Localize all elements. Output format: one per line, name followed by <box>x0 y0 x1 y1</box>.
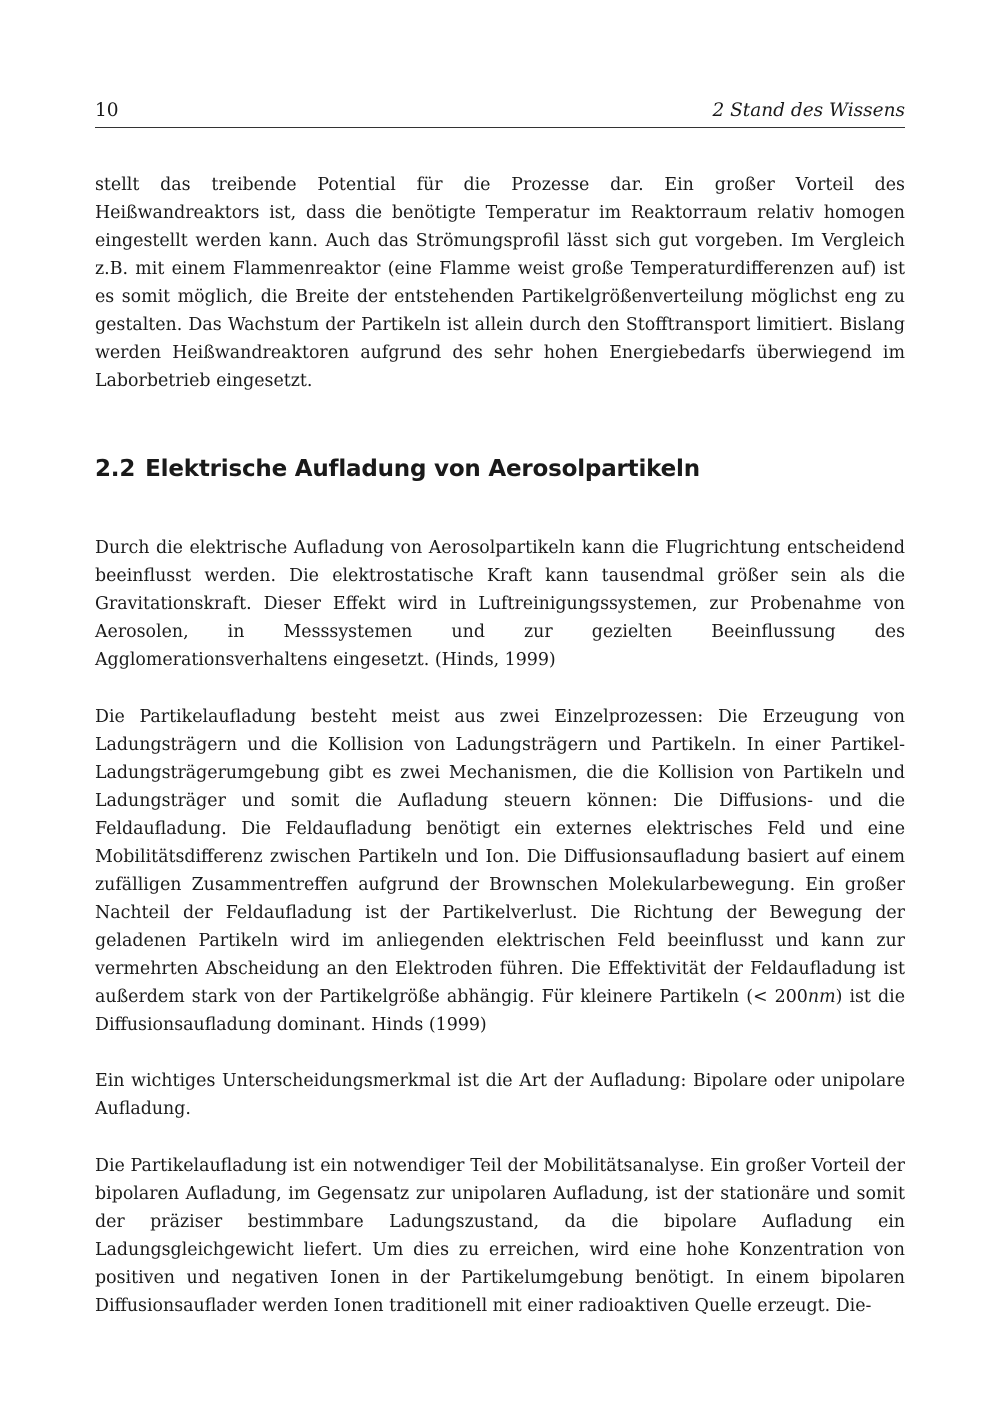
section-number: 2.2 <box>95 456 136 482</box>
section-heading <box>95 453 905 485</box>
math-unit: nm <box>807 987 836 1007</box>
paragraph-text-part-1: Die Partikelaufladung besteht meist aus zwei Einzelprozessen: Die Erzeugung von Ladungsträgern und die Kollision von Ladungsträgern und Partikeln. In einer Partikel-Ladungsträgerumgebung gibt es zwei Mechanismen, die die Kollision von Partikeln und Ladungsträger und somit die Aufladung steuern können: Die Diffusions- und die Feldaufladung. Die Feldaufladung benötigt ein externes elektrisches Feld und eine Mobilitätsdifferenz zwischen Partikeln und Ion. Die Diffusionsaufladung basiert auf einem zufälligen Zusammentreffen aufgrund der Brownschen Molekularbewegung. Ein großer Nachteil der Feldaufladung ist der Partikelverlust. Die Richtung der Bewegung der geladenen Partikeln wird im anliegenden elektrischen Feld beeinflusst und kann zur vermehrten Abscheidung an den Elektroden führen. Die Effektivität der Feldaufladung ist außerdem stark von der Partikelgröße abhängig. Für kleinere Partikeln ( <box>95 707 905 1007</box>
paragraph-charging-mechanisms <box>95 703 905 1039</box>
math-number: 200 <box>774 987 808 1007</box>
section-title: Elektrische Aufladung von Aerosolpartikeln <box>145 456 700 482</box>
paragraph-distinction: Ein wichtiges Unterscheidungsmerkmal ist die Art der Aufladung: Bipolare oder unipolare Aufladung. <box>95 1071 905 1119</box>
running-header <box>95 98 905 128</box>
paragraph-text-part-2: ) ist die Diffusionsaufladung dominant. Hinds (1999) <box>95 987 905 1035</box>
chapter-title: 2 Stand des Wissens <box>712 100 905 121</box>
page-number: 10 <box>95 100 119 121</box>
paragraph-bipolar-charging: Die Partikelaufladung ist ein notwendiger Teil der Mobilitätsanalyse. Ein großer Vorteil der bipolaren Aufladung, im Gegensatz zur unipolaren Aufladung, ist der stationäre und somit der präziser bestimmbare Ladungszustand, da die bipolare Aufladung ein Ladungsgleichgewicht liefert. Um dies zu erreichen, wird eine hohe Konzentration von positiven und negativen Ionen in der Partikelumgebung benötigt. In einem bipolaren Diffusionsauflader werden Ionen traditionell mit einer radioaktiven Quelle erzeugt. Die- <box>95 1156 905 1316</box>
paragraph-intro: Durch die elektrische Aufladung von Aerosolpartikeln kann die Flugrichtung entscheidend beeinflusst werden. Die elektrostatische Kraft kann tausendmal größer sein als die Gravitationskraft. Dieser Effekt wird in Luftreinigungssystemen, zur Probenahme von Aerosolen, in Messsystemen und zur gezielten Beeinflussung des Agglomerationsverhaltens eingesetzt. (Hinds, 1999) <box>95 538 905 670</box>
math-less-than: < <box>753 987 768 1007</box>
paragraph-continuation: stellt das treibende Potential für die Prozesse dar. Ein großer Vorteil des Heißwandreaktors ist, dass die benötigte Temperatur im Reaktorraum relativ homogen eingestellt werden kann. Auch das Strömungsprofil lässt sich gut vorgeben. Im Vergleich z.B. mit einem Flammenreaktor (eine Flamme weist große Temperaturdifferenzen auf) ist es somit möglich, die Breite der entstehenden Partikelgrößenverteilung möglichst eng zu gestalten. Das Wachstum der Partikeln ist allein durch den Stofftransport limitiert. Bislang werden Heißwandreaktoren aufgrund des sehr hohen Energiebedarfs überwiegend im Laborbetrieb eingesetzt. <box>95 175 905 391</box>
